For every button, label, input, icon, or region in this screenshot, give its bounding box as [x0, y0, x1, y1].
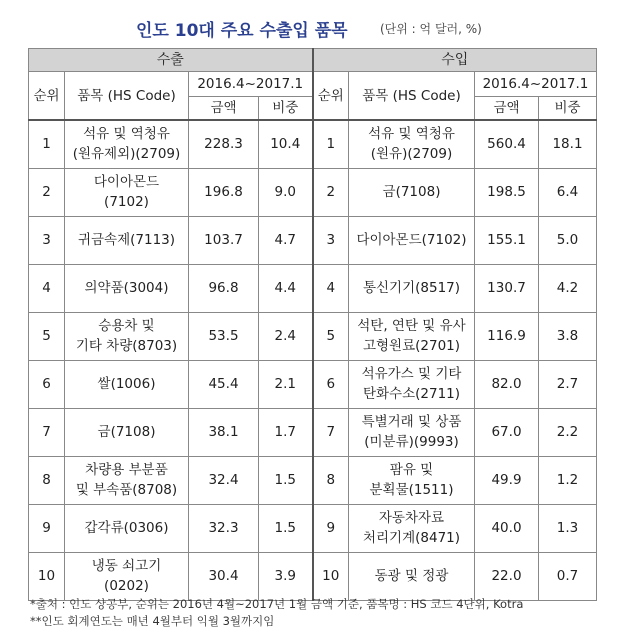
item-line: (원유)(2709) [370, 146, 453, 163]
import-rank-cell: 1 [313, 120, 349, 168]
import-item-cell [349, 120, 475, 168]
import-rank-header: 순위 [313, 72, 349, 121]
import-amount-cell: 40.0 [475, 504, 539, 552]
item-line: 고형원료(2701) [362, 338, 461, 354]
import-rank-cell: 7 [313, 408, 349, 456]
export-amount-cell: 30.4 [189, 552, 259, 600]
export-share-cell: 1.5 [259, 504, 313, 552]
item-line: 및 부속품(8708) [75, 482, 178, 498]
import-amount-header: 금액 [475, 97, 539, 121]
item-line: 석유가스 및 기타 [361, 366, 462, 382]
import-item-cell [349, 456, 475, 504]
item-line: 냉동 쇠고기 [91, 558, 162, 574]
import-share-header: 비중 [539, 97, 597, 121]
export-rank-cell: 9 [29, 504, 65, 552]
export-amount-cell: 228.3 [189, 120, 259, 168]
export-rank-cell: 4 [29, 264, 65, 312]
export-item-cell [65, 408, 189, 456]
import-share-cell: 5.0 [539, 216, 597, 264]
import-amount-cell: 116.9 [475, 312, 539, 360]
item-line: 금(7108) [97, 424, 156, 440]
table-row [29, 408, 597, 456]
import-rank-cell: 8 [313, 456, 349, 504]
import-amount-cell: 155.1 [475, 216, 539, 264]
export-rank-header: 순위 [29, 72, 65, 121]
export-share-cell: 9.0 [259, 168, 313, 216]
import-amount-cell: 82.0 [475, 360, 539, 408]
export-rank-cell: 10 [29, 552, 65, 600]
import-item-cell [349, 552, 475, 600]
export-rank-cell: 5 [29, 312, 65, 360]
export-item-cell [65, 456, 189, 504]
import-item-cell [349, 504, 475, 552]
item-line: 기타 차량(8703) [75, 338, 178, 354]
export-share-cell: 1.7 [259, 408, 313, 456]
import-rank-cell: 3 [313, 216, 349, 264]
table-row [29, 360, 597, 408]
import-item-cell [349, 408, 475, 456]
table-row [29, 120, 597, 168]
table-body [29, 120, 597, 600]
import-amount-cell: 560.4 [475, 120, 539, 168]
import-amount-cell: 49.9 [475, 456, 539, 504]
export-item-cell [65, 312, 189, 360]
table-row [29, 312, 597, 360]
item-line: 다이아몬드(7102) [356, 232, 467, 248]
import-share-cell: 6.4 [539, 168, 597, 216]
import-rank-cell: 10 [313, 552, 349, 600]
item-line: 통신기기(8517) [362, 280, 461, 296]
item-line: 동광 및 정광 [374, 568, 449, 584]
import-rank-cell: 2 [313, 168, 349, 216]
fiscal-year-note: **인도 회계연도는 매년 4월부터 익월 3월까지임 [30, 614, 275, 628]
export-amount-cell: 45.4 [189, 360, 259, 408]
source-note: *출처 : 인도 상공부, 순위는 2016년 4월~2017년 1월 금액 기준, 품목명 : HS 코드 4단위, Kotra [30, 597, 524, 611]
item-line: (미분류)(9993) [364, 434, 459, 450]
item-line: 처리기계(8471) [362, 530, 461, 546]
export-share-cell: 4.4 [259, 264, 313, 312]
import-rank-cell: 5 [313, 312, 349, 360]
item-line: 석탄, 연탄 및 유사 [357, 318, 466, 334]
import-share-cell: 1.3 [539, 504, 597, 552]
export-share-cell: 4.7 [259, 216, 313, 264]
export-period-header: 2016.4~2017.1 [189, 72, 313, 97]
export-share-cell: 2.4 [259, 312, 313, 360]
unit-label: (단위 : 억 달러, %) [380, 22, 482, 36]
export-amount-cell: 32.3 [189, 504, 259, 552]
import-amount-cell: 130.7 [475, 264, 539, 312]
table-title: 인도 10대 주요 수출입 품목 [136, 21, 348, 41]
item-line: 승용차 및 [98, 318, 155, 334]
import-amount-cell: 198.5 [475, 168, 539, 216]
export-amount-cell: 53.5 [189, 312, 259, 360]
item-line: 특별거래 및 상품 [361, 414, 462, 430]
export-share-cell: 3.9 [259, 552, 313, 600]
import-share-cell: 2.7 [539, 360, 597, 408]
export-rank-cell: 7 [29, 408, 65, 456]
export-amount-cell: 32.4 [189, 456, 259, 504]
item-line: 쌀(1006) [97, 376, 156, 392]
export-header: 수출 [29, 49, 313, 72]
export-item-cell [65, 504, 189, 552]
import-item-cell [349, 360, 475, 408]
trade-table [28, 48, 597, 601]
export-share-cell: 10.4 [259, 120, 313, 168]
export-amount-cell: 103.7 [189, 216, 259, 264]
import-rank-cell: 9 [313, 504, 349, 552]
import-share-cell: 2.2 [539, 408, 597, 456]
item-line: 탄화수소(2711) [362, 386, 461, 402]
export-item-cell [65, 360, 189, 408]
table-row [29, 264, 597, 312]
import-share-cell: 3.8 [539, 312, 597, 360]
export-item-cell [65, 216, 189, 264]
export-item-cell [65, 120, 189, 168]
export-share-cell: 1.5 [259, 456, 313, 504]
item-line: 분획물(1511) [369, 482, 454, 498]
import-period-header: 2016.4~2017.1 [475, 72, 597, 97]
item-line: (원유제외)(2709) [72, 146, 181, 163]
item-line: 귀금속제(7113) [77, 232, 176, 248]
item-line: 다이아몬드 [93, 174, 160, 190]
title-row [0, 16, 619, 44]
import-amount-cell: 67.0 [475, 408, 539, 456]
import-share-cell: 4.2 [539, 264, 597, 312]
export-share-cell: 2.1 [259, 360, 313, 408]
item-line: (0202) [104, 578, 149, 594]
export-rank-cell: 3 [29, 216, 65, 264]
item-line: 팜유 및 [389, 462, 434, 478]
export-item-cell [65, 552, 189, 600]
item-line: 의약품(3004) [84, 280, 169, 296]
export-amount-cell: 196.8 [189, 168, 259, 216]
item-line: 금(7108) [382, 184, 441, 200]
import-item-cell [349, 216, 475, 264]
export-rank-cell: 6 [29, 360, 65, 408]
export-item-header: 품목 (HS Code) [65, 72, 189, 121]
item-line: 석유 및 역청유 [83, 126, 170, 143]
export-share-header: 비중 [259, 97, 313, 121]
import-share-cell: 1.2 [539, 456, 597, 504]
import-amount-cell: 22.0 [475, 552, 539, 600]
import-item-cell [349, 312, 475, 360]
import-item-cell [349, 168, 475, 216]
import-share-cell: 0.7 [539, 552, 597, 600]
import-item-header: 품목 (HS Code) [349, 72, 475, 121]
export-amount-header: 금액 [189, 97, 259, 121]
table-row [29, 216, 597, 264]
item-line: (7102) [104, 194, 149, 210]
table-row [29, 552, 597, 600]
export-item-cell [65, 168, 189, 216]
export-item-cell [65, 264, 189, 312]
export-rank-cell: 2 [29, 168, 65, 216]
item-line: 자동차자료 [378, 510, 445, 526]
table-row [29, 168, 597, 216]
table-row [29, 456, 597, 504]
export-rank-cell: 1 [29, 120, 65, 168]
import-header: 수입 [313, 49, 597, 72]
import-rank-cell: 4 [313, 264, 349, 312]
import-share-cell: 18.1 [539, 120, 597, 168]
item-line: 차량용 부분품 [85, 462, 168, 478]
export-amount-cell: 38.1 [189, 408, 259, 456]
footnotes [30, 596, 523, 630]
import-rank-cell: 6 [313, 360, 349, 408]
export-rank-cell: 8 [29, 456, 65, 504]
export-amount-cell: 96.8 [189, 264, 259, 312]
import-item-cell [349, 264, 475, 312]
item-line: 석유 및 역청유 [368, 126, 455, 143]
table-row [29, 504, 597, 552]
item-line: 갑각류(0306) [84, 520, 169, 536]
